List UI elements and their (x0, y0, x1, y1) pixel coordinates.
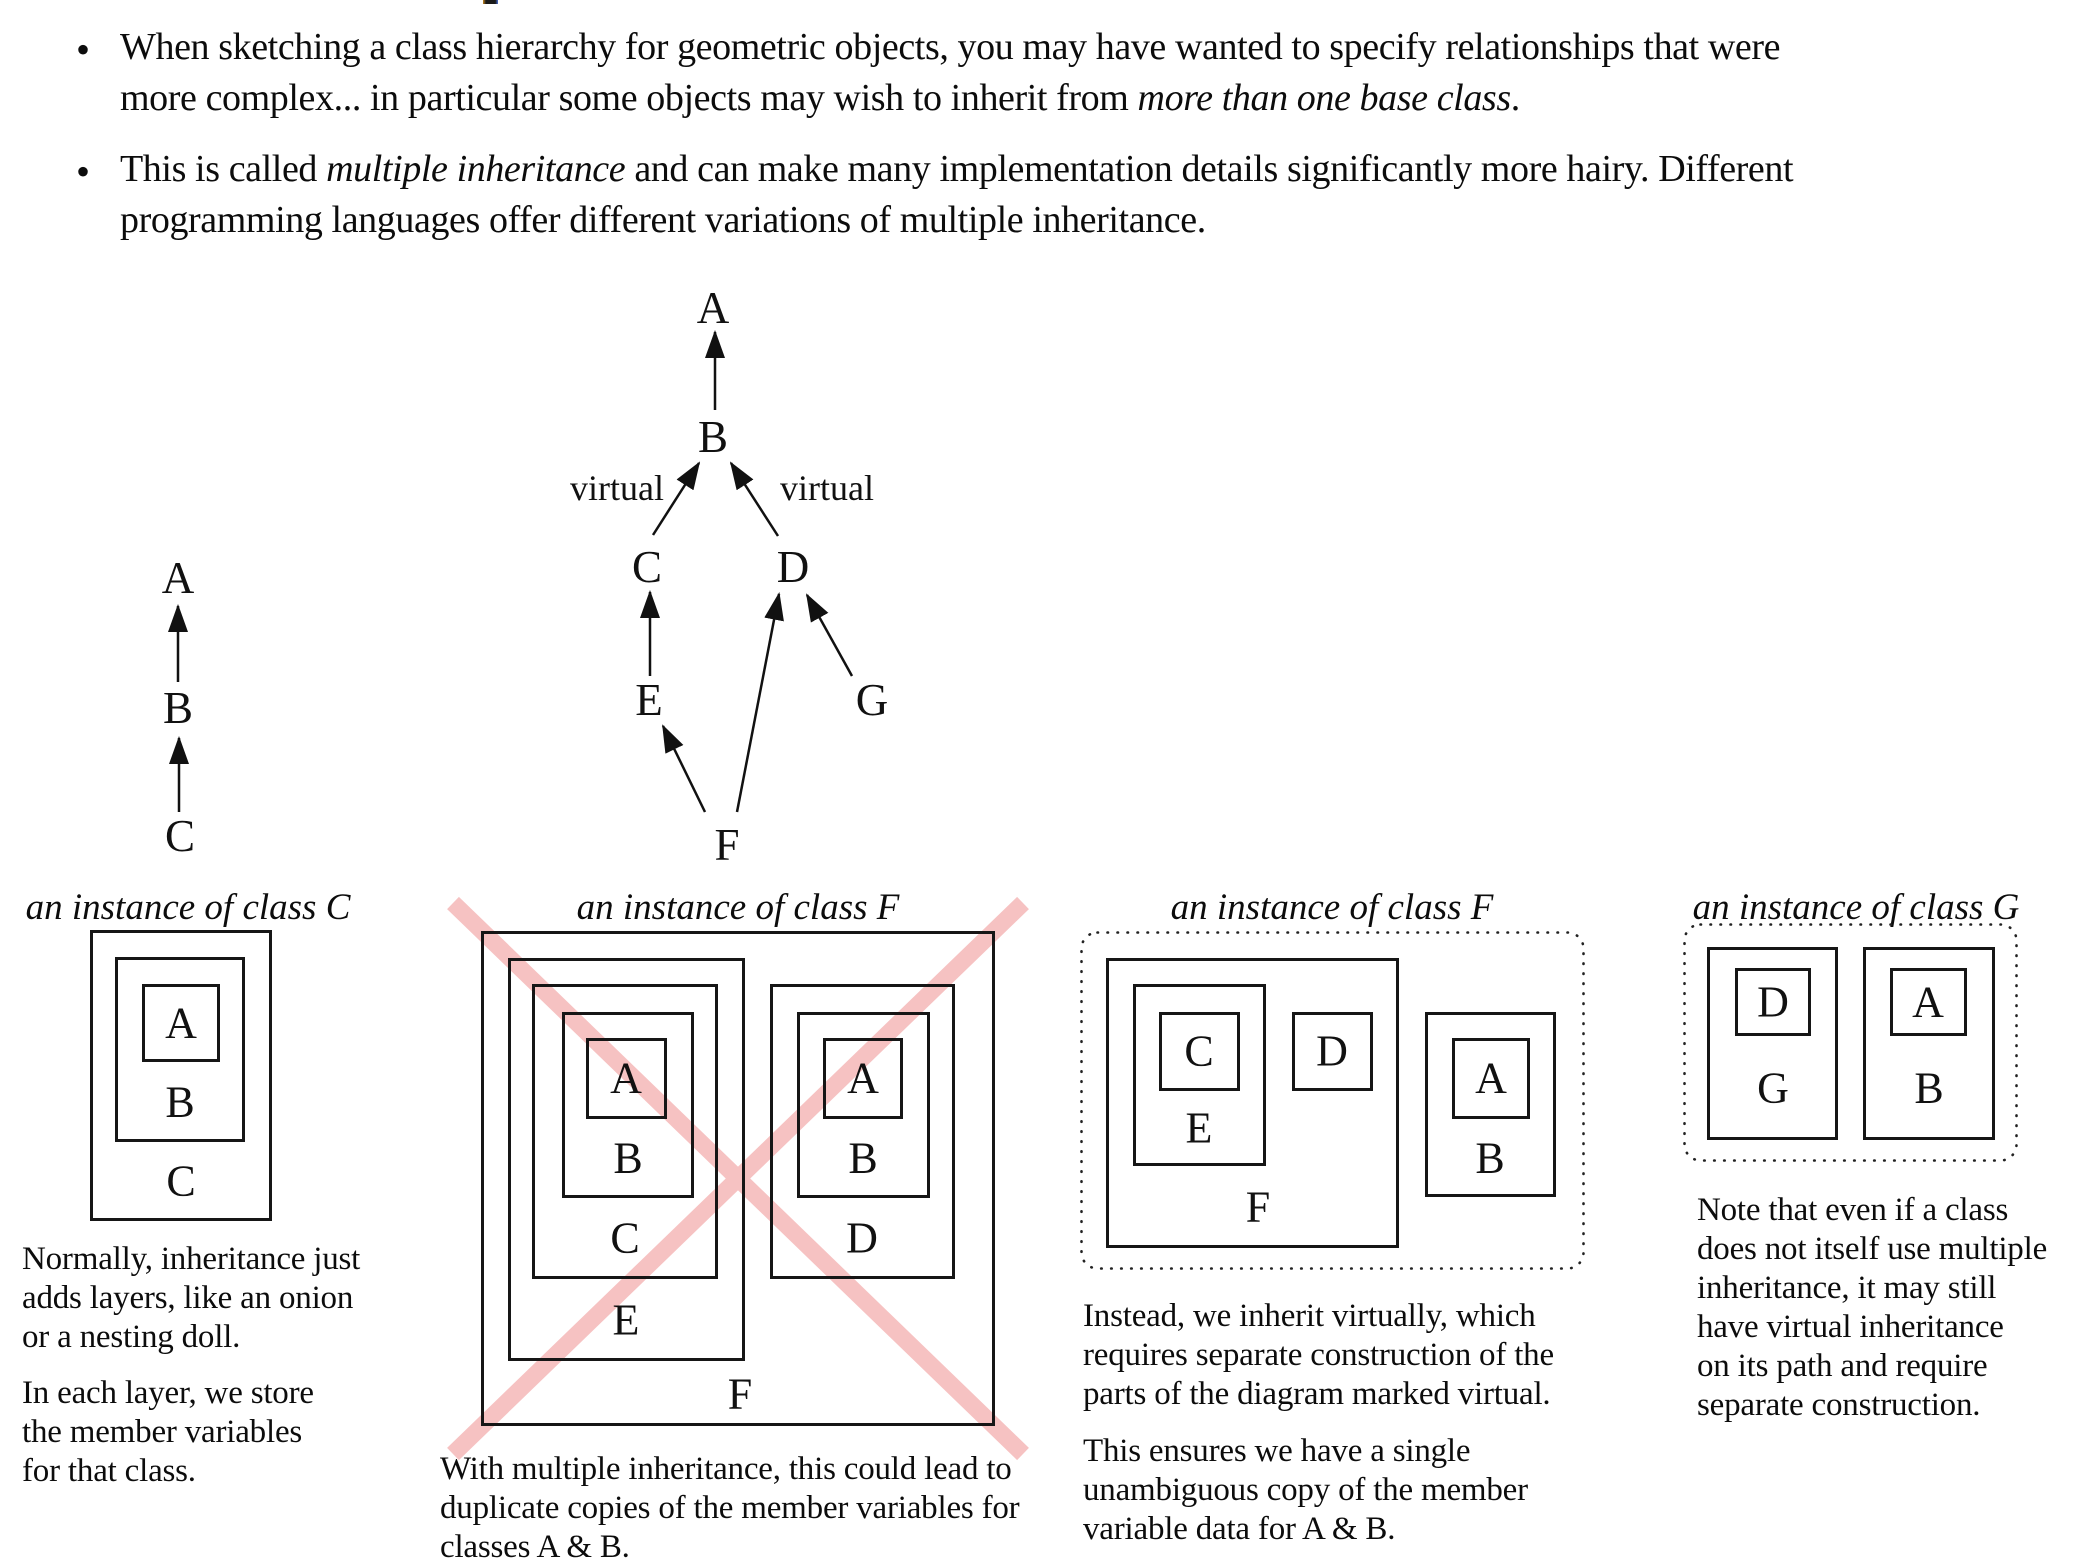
left-hierarchy-node-b: B (162, 683, 194, 733)
left-hierarchy-node-a: A (161, 553, 195, 603)
main-hierarchy-node-e: E (635, 675, 663, 725)
crossed-f-label-e: E (612, 1295, 640, 1345)
main-hierarchy-node-a: A (696, 283, 730, 333)
emphasis-more-than-one-base-class: more than one base class (1137, 77, 1511, 119)
section3-title: an instance of class F (1170, 887, 1494, 928)
main-hierarchy-node-f: F (714, 820, 740, 870)
bullet-1-line-2: more complex... in particular some objects may wish to inherit from more than one base class. (120, 77, 1520, 119)
main-arrow-g-to-d (807, 595, 852, 676)
main-arrow-f-to-e (663, 726, 705, 812)
crossed-f-label-f: F (727, 1369, 753, 1419)
main-hierarchy-node-d: D (776, 542, 810, 592)
section3-paragraph-2: This ensures we have a single unambiguous copy of the member variable data for A & B. (1083, 1433, 1528, 1547)
bullet-2-line-1: This is called multiple inheritance and can make many implementation details significantly more hairy. Different (120, 148, 1794, 190)
main-hierarchy-node-b: B (697, 412, 729, 462)
section1-paragraph-1: Normally, inheritance just adds layers, like an onion or a nesting doll. (22, 1241, 361, 1355)
virtual-f-label-d: D (1316, 1026, 1348, 1076)
section3-paragraph-1: Instead, we inherit virtually, which requires separate construction of the parts of the diagram marked virtual. (1083, 1298, 1554, 1412)
section4-paragraph-1: Note that even if a class does not itself use multiple inheritance, it may still have virtual inheritance on its path and require separate construction. (1697, 1192, 2048, 1423)
instance-c-label-a: A (165, 998, 197, 1048)
instance-g-label-g: G (1757, 1063, 1789, 1113)
crossed-f-label-c: C (610, 1213, 640, 1263)
section2-paragraph-1: With multiple inheritance, this could lead to duplicate copies of the member variables for classes A & B. (440, 1451, 1020, 1562)
virtual-f-label-e: E (1185, 1103, 1213, 1153)
instance-g-label-d: D (1757, 977, 1789, 1027)
instance-g-label-b: B (1914, 1063, 1944, 1113)
bullet-1-line-1: When sketching a class hierarchy for geometric objects, you may have wanted to specify relationships that were (120, 26, 1781, 68)
left-hierarchy-node-c: C (164, 811, 196, 861)
virtual-f-label-b: B (1475, 1133, 1505, 1183)
instance-c-label-c: C (166, 1156, 196, 1206)
virtual-f-label-a: A (1475, 1053, 1507, 1103)
bullet-2-line-2: programming languages offer different variations of multiple inheritance. (120, 199, 1206, 241)
crossed-f-label-d: D (846, 1213, 878, 1263)
section1-title: an instance of class C (25, 887, 351, 928)
virtual-f-label-c: C (1184, 1026, 1214, 1076)
crossed-f-label-b-right: B (848, 1133, 878, 1183)
virtual-f-label-f: F (1245, 1182, 1271, 1232)
section2-title: an instance of class F (576, 887, 900, 928)
section4-title: an instance of class G (1692, 887, 2020, 928)
main-hierarchy-node-g: G (855, 675, 889, 725)
bullet-marker: • (76, 27, 91, 72)
virtual-annotation-left: virtual (570, 468, 664, 508)
bullet-marker: • (76, 149, 91, 194)
main-arrow-d-to-b (731, 463, 778, 536)
crossed-f-label-b-left: B (613, 1133, 643, 1183)
crossed-f-label-a-right: A (847, 1053, 879, 1103)
crossed-f-label-a-left: A (610, 1053, 642, 1103)
emphasis-multiple-inheritance: multiple inheritance (326, 148, 626, 190)
virtual-annotation-right: virtual (780, 468, 874, 508)
section1-paragraph-2: In each layer, we store the member variables for that class. (22, 1375, 314, 1489)
instance-g-label-a: A (1912, 977, 1944, 1027)
main-arrow-f-to-d (737, 594, 779, 812)
main-hierarchy-node-c: C (631, 542, 663, 592)
instance-c-label-b: B (165, 1077, 195, 1127)
